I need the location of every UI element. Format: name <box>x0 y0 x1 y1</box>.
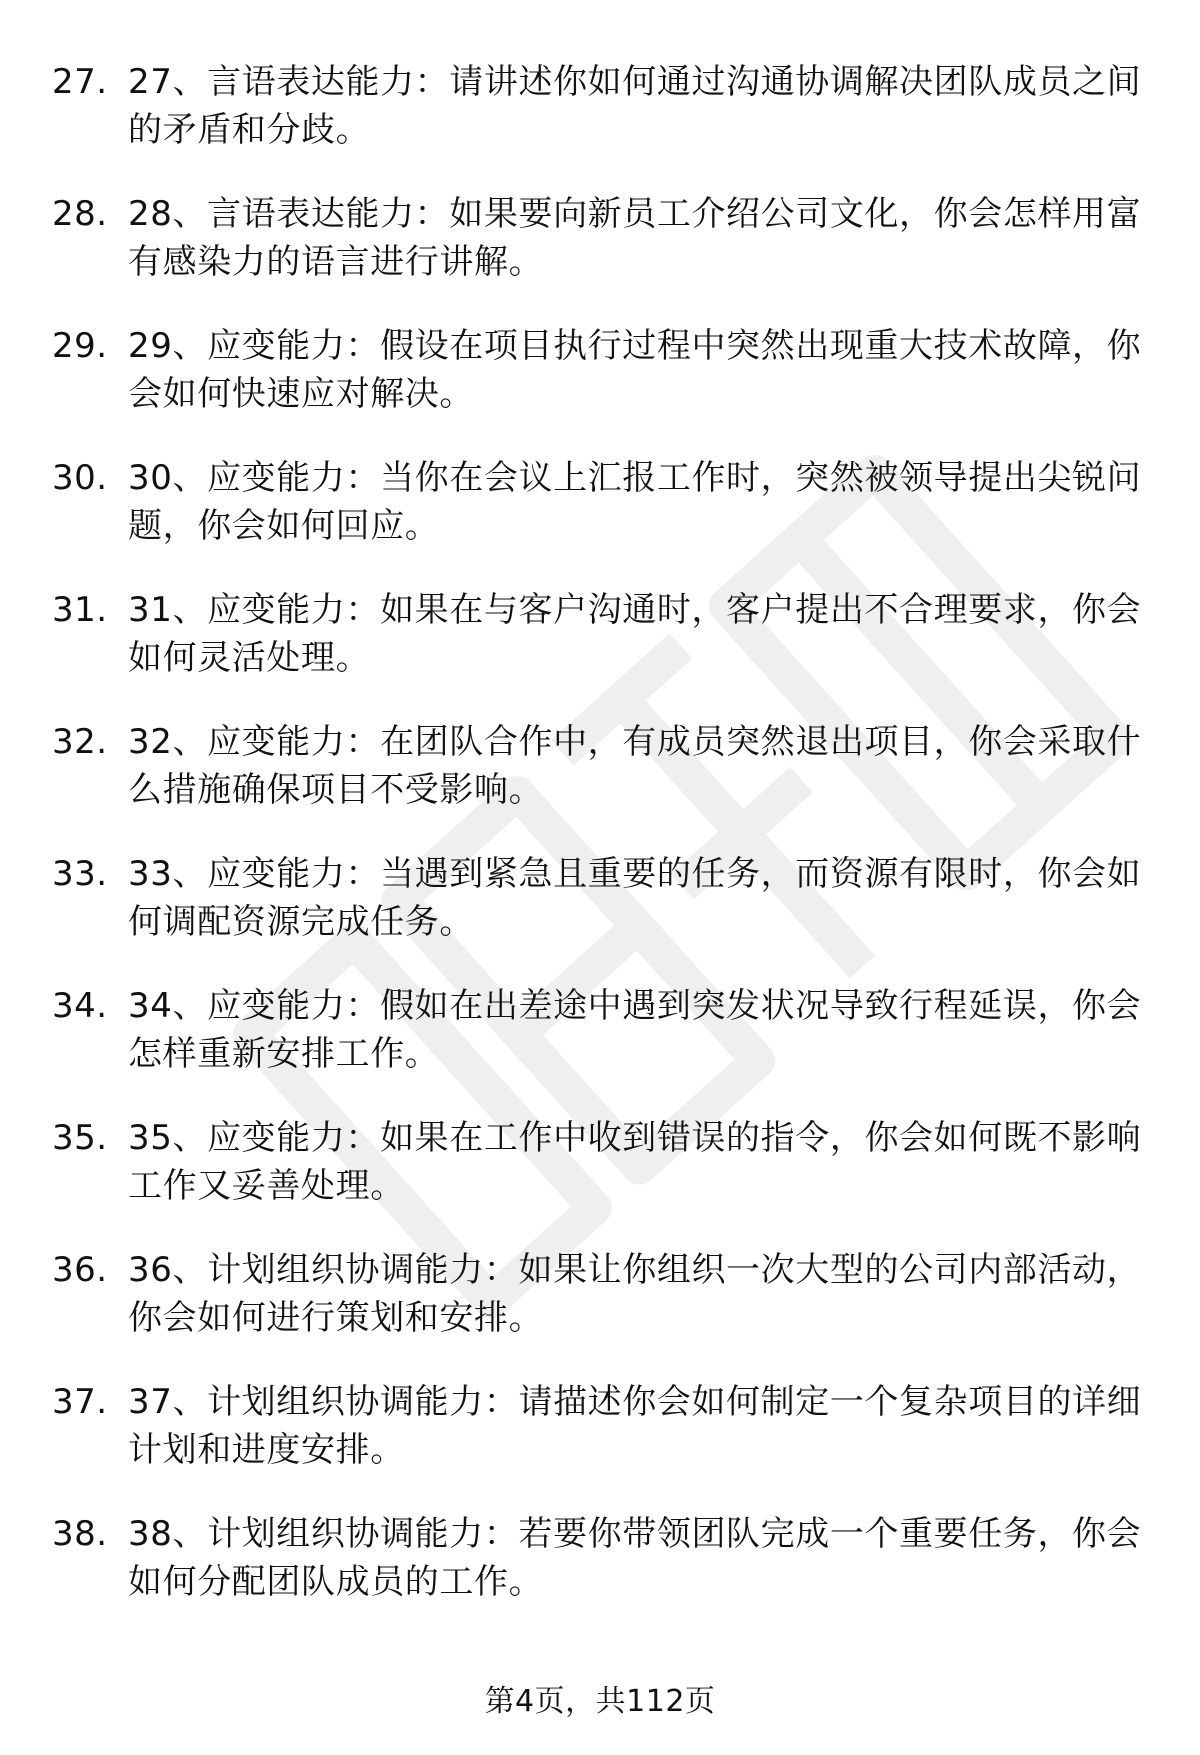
question-number: 34. <box>52 986 108 1026</box>
question-item <box>52 454 1152 586</box>
question-item <box>52 1378 1152 1510</box>
question-item <box>52 1114 1152 1246</box>
question-text: 31、应变能力：如果在与客户沟通时，客户提出不合理要求，你会如何灵活处理。 <box>128 590 1142 678</box>
question-text: 34、应变能力：假如在出差途中遇到突发状况导致行程延误，你会怎样重新安排工作。 <box>128 986 1142 1074</box>
question-item <box>52 190 1152 322</box>
question-number: 27. <box>52 62 108 102</box>
question-number: 30. <box>52 458 108 498</box>
question-item <box>52 1246 1152 1378</box>
question-number: 36. <box>52 1250 108 1290</box>
question-number: 37. <box>52 1382 108 1422</box>
question-text: 27、言语表达能力：请讲述你如何通过沟通协调解决团队成员之间的矛盾和分歧。 <box>128 62 1142 150</box>
question-text: 36、计划组织协调能力：如果让你组织一次大型的公司内部活动，你会如何进行策划和安排。 <box>128 1250 1142 1338</box>
question-item <box>52 982 1152 1114</box>
question-item <box>52 1510 1152 1642</box>
question-item <box>52 718 1152 850</box>
question-text: 28、言语表达能力：如果要向新员工介绍公司文化，你会怎样用富有感染力的语言进行讲解。 <box>128 194 1142 282</box>
question-text: 33、应变能力：当遇到紧急且重要的任务，而资源有限时，你会如何调配资源完成任务。 <box>128 854 1142 942</box>
question-text: 29、应变能力：假设在项目执行过程中突然出现重大技术故障，你会如何快速应对解决。 <box>128 326 1142 414</box>
question-item <box>52 586 1152 718</box>
question-number: 33. <box>52 854 108 894</box>
question-number: 31. <box>52 590 108 630</box>
question-list <box>52 58 1152 1642</box>
question-item <box>52 58 1152 190</box>
question-text: 38、计划组织协调能力：若要你带领团队完成一个重要任务，你会如何分配团队成员的工作。 <box>128 1514 1142 1602</box>
question-item <box>52 322 1152 454</box>
question-text: 32、应变能力：在团队合作中，有成员突然退出项目，你会采取什么措施确保项目不受影响。 <box>128 722 1142 810</box>
question-number: 38. <box>52 1514 108 1554</box>
question-item <box>52 850 1152 982</box>
question-number: 35. <box>52 1118 108 1158</box>
question-text: 35、应变能力：如果在工作中收到错误的指令，你会如何既不影响工作又妥善处理。 <box>128 1118 1142 1206</box>
page-number-label: 第4页，共112页 <box>484 1684 716 1719</box>
question-text: 37、计划组织协调能力：请描述你会如何制定一个复杂项目的详细计划和进度安排。 <box>128 1382 1142 1470</box>
question-number: 29. <box>52 326 108 366</box>
question-number: 28. <box>52 194 108 234</box>
page-footer <box>0 1682 1200 1722</box>
question-number: 32. <box>52 722 108 762</box>
question-text: 30、应变能力：当你在会议上汇报工作时，突然被领导提出尖锐问题，你会如何回应。 <box>128 458 1142 546</box>
